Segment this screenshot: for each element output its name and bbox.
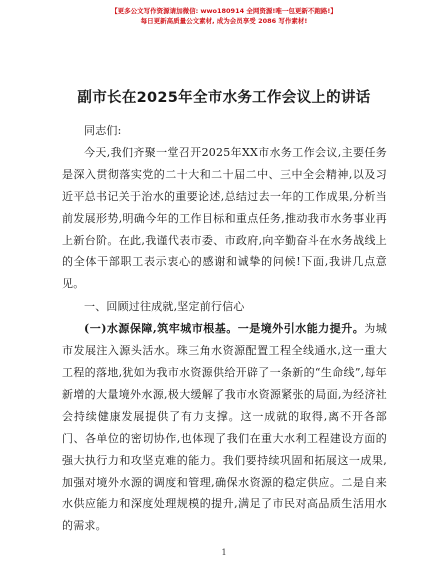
document-body xyxy=(62,120,387,537)
subsection-heading-1: (一)水源保障,筑牢城市根基。一是境外引水能力提升。 xyxy=(84,322,365,336)
subsection-paragraph-1 xyxy=(62,318,387,537)
greeting: 同志们: xyxy=(84,124,122,137)
promo-line-2: 每日更新高质量公文素材, 成为会员享受 2086 写作素材! xyxy=(140,17,308,25)
section-heading-1: 一、回顾过往成就,坚定前行信心 xyxy=(84,300,245,314)
promo-banner xyxy=(0,6,448,26)
page-number: 1 xyxy=(221,548,227,557)
document-title: 副市长在2025年全市水务工作会议上的讲话 xyxy=(77,90,371,106)
subsection-body-1: 为城市发展注入源头活水。珠三角水资源配置工程全线通水,这一重大工程的落地,犹如为我市水资源供给开辟了一条新的“生命线”,每年新增的大量境外水源,极大缓解了我市水资源紧张的局面,为经济社会持续健康发展提供了有力支撑。这一成就的取得,离不开各部门、各单位的密切协作,也体现了我们在重大水利工程建设方面的强大执行力和攻坚克难的能力。我们要持续巩固和拓展这一成果,加强对境外水源的调度和管理,确保水资源的稳定供应。二是自来水供应能力和深度处理规模的提升,满足了市民对高品质生活用水的需求。 xyxy=(62,322,387,533)
promo-line-1: 【更多公文写作资源请加微信: wwo180914 全网资源!唯一包更新不跑路!】 xyxy=(111,7,337,15)
intro-paragraph: 今天,我们齐聚一堂召开2025年XX市水务工作会议,主要任务是深入贯彻落实党的二十大和二十届二中、三中全会精神,以及习近平总书记关于治水的重要论述,总结过去一年的工作成果,分析当前发展形势,明确今年的工作目标和重点任务,推动我市水务事业再上新台阶。在此,我谨代表市委、市政府,向辛勤奋斗在水务战线上的全体干部职工表示衷心的感谢和诚挚的问候!下面,我讲几点意见。 xyxy=(62,145,387,291)
